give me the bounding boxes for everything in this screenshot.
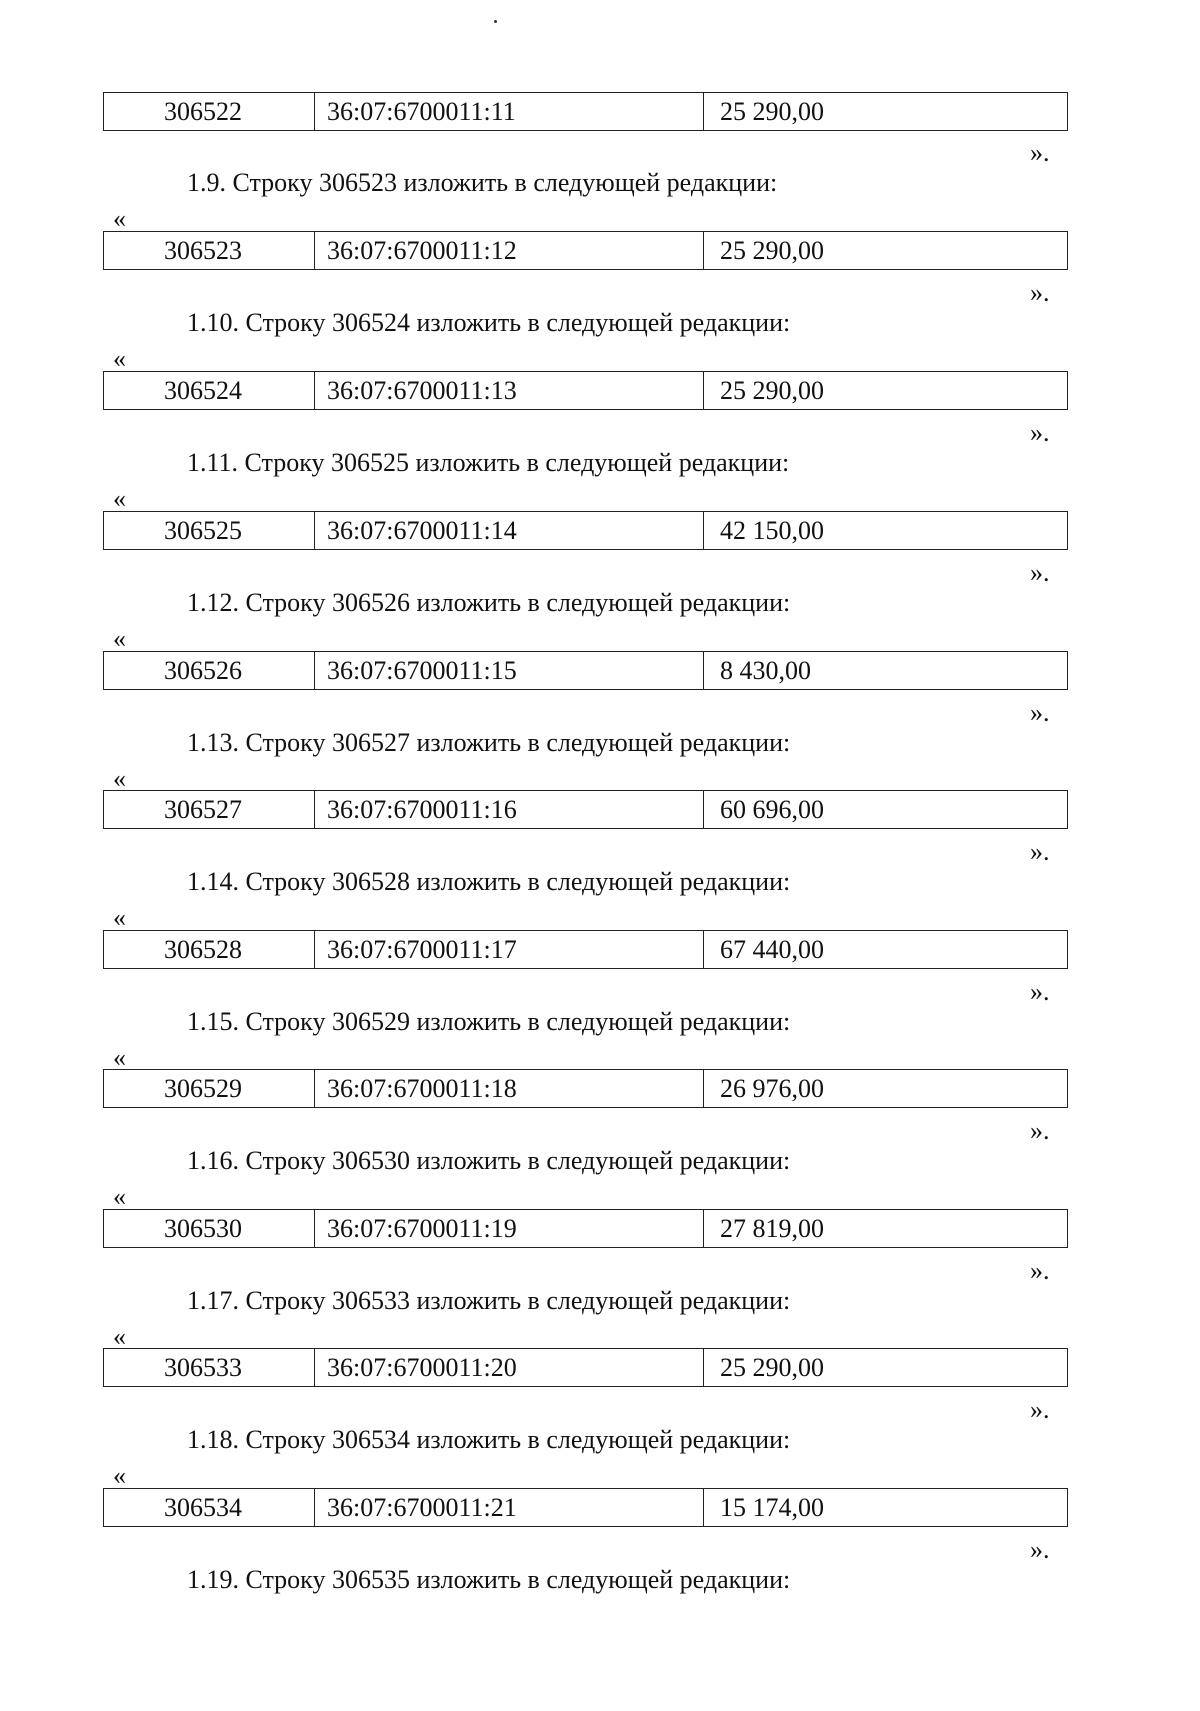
amendment-table-row (103, 92, 1068, 131)
amendment-table-row (103, 231, 1068, 270)
instruction-text: 1.15. Строку 306529 изложить в следующей редакции: (187, 1007, 791, 1036)
row-code: 306525 (104, 512, 315, 549)
cadastral-number: 36:07:6700011:14 (315, 512, 704, 549)
instruction-text: 1.13. Строку 306527 изложить в следующей редакции: (187, 728, 791, 757)
amount-value: 25 290,00 (720, 1352, 824, 1382)
amount-value: 26 976,00 (720, 1073, 824, 1103)
opening-quote: « (113, 903, 126, 932)
opening-quote: « (113, 344, 126, 373)
amount-value: 25 290,00 (720, 375, 824, 405)
closing-quote: ». (1030, 418, 1050, 447)
instruction-text: 1.12. Строку 306526 изложить в следующей редакции: (187, 588, 791, 617)
row-code: 306524 (104, 372, 315, 409)
amendment-table-row (103, 1348, 1068, 1387)
cadastral-number: 36:07:6700011:21 (315, 1489, 704, 1526)
scan-mark (494, 20, 497, 23)
closing-quote: ». (1030, 698, 1050, 727)
amendment-table-row (103, 930, 1068, 969)
row-code: 306530 (104, 1210, 315, 1247)
closing-quote: ». (1030, 1535, 1050, 1564)
amount-value: 67 440,00 (720, 934, 824, 964)
opening-quote: « (113, 764, 126, 793)
row-code: 306529 (104, 1070, 315, 1107)
amount-value: 15 174,00 (720, 1492, 824, 1522)
cadastral-number: 36:07:6700011:16 (315, 791, 704, 828)
amount-value: 42 150,00 (720, 515, 824, 545)
cadastral-number: 36:07:6700011:20 (315, 1349, 704, 1386)
instruction-text: 1.18. Строку 306534 изложить в следующей редакции: (187, 1425, 791, 1454)
opening-quote: « (113, 484, 126, 513)
amount-value: 25 290,00 (720, 96, 824, 126)
amount-value: 25 290,00 (720, 235, 824, 265)
closing-quote: ». (1030, 138, 1050, 167)
row-code: 306523 (104, 232, 315, 269)
amendment-table-row (103, 1069, 1068, 1108)
closing-quote: ». (1030, 278, 1050, 307)
instruction-text: 1.19. Строку 306535 изложить в следующей редакции: (187, 1565, 791, 1594)
cadastral-number: 36:07:6700011:18 (315, 1070, 704, 1107)
opening-quote: « (113, 1461, 126, 1490)
cadastral-number: 36:07:6700011:11 (315, 93, 704, 130)
opening-quote: « (113, 1322, 126, 1351)
closing-quote: ». (1030, 1116, 1050, 1145)
cadastral-number: 36:07:6700011:15 (315, 652, 704, 689)
closing-quote: ». (1030, 837, 1050, 866)
opening-quote: « (113, 1182, 126, 1211)
row-code: 306533 (104, 1349, 315, 1386)
amendment-table-row (103, 511, 1068, 550)
amendment-table-row (103, 790, 1068, 829)
amendment-table-row (103, 651, 1068, 690)
row-code: 306528 (104, 931, 315, 968)
amendment-table-row (103, 1488, 1068, 1527)
row-code: 306534 (104, 1489, 315, 1526)
cadastral-number: 36:07:6700011:12 (315, 232, 704, 269)
instruction-text: 1.9. Строку 306523 изложить в следующей редакции: (187, 168, 778, 197)
opening-quote: « (113, 204, 126, 233)
amount-value: 8 430,00 (720, 655, 811, 685)
closing-quote: ». (1030, 977, 1050, 1006)
opening-quote: « (113, 1043, 126, 1072)
instruction-text: 1.11. Строку 306525 изложить в следующей редакции: (187, 448, 790, 477)
cadastral-number: 36:07:6700011:17 (315, 931, 704, 968)
amendment-table-row (103, 371, 1068, 410)
row-code: 306527 (104, 791, 315, 828)
closing-quote: ». (1030, 1256, 1050, 1285)
instruction-text: 1.14. Строку 306528 изложить в следующей редакции: (187, 867, 791, 896)
closing-quote: ». (1030, 558, 1050, 587)
cadastral-number: 36:07:6700011:19 (315, 1210, 704, 1247)
amount-value: 60 696,00 (720, 794, 824, 824)
cadastral-number: 36:07:6700011:13 (315, 372, 704, 409)
opening-quote: « (113, 624, 126, 653)
amendment-table-row (103, 1209, 1068, 1248)
instruction-text: 1.16. Строку 306530 изложить в следующей редакции: (187, 1146, 791, 1175)
row-code: 306522 (104, 93, 315, 130)
row-code: 306526 (104, 652, 315, 689)
closing-quote: ». (1030, 1395, 1050, 1424)
instruction-text: 1.10. Строку 306524 изложить в следующей редакции: (187, 308, 791, 337)
amount-value: 27 819,00 (720, 1213, 824, 1243)
instruction-text: 1.17. Строку 306533 изложить в следующей редакции: (187, 1286, 791, 1315)
